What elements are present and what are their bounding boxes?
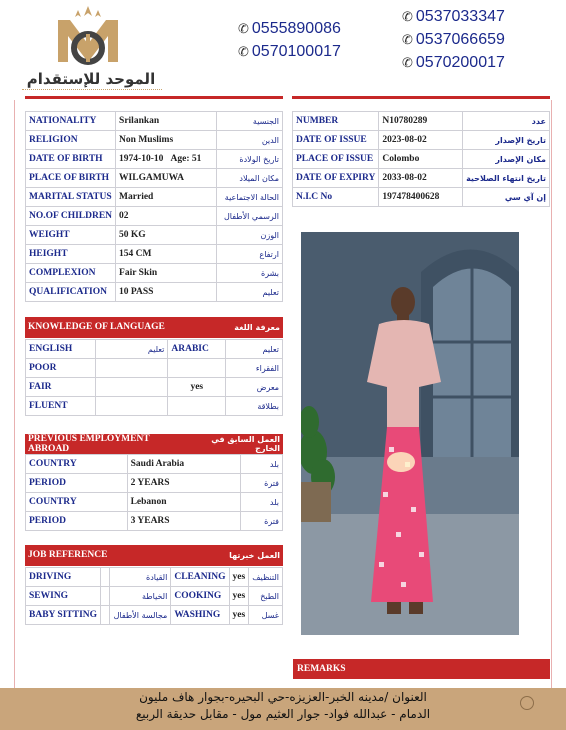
field-value: 02 [116,207,217,226]
field-label: PERIOD [26,512,128,531]
table-row [26,474,283,493]
table-row [26,340,283,359]
job-reference-section-header [25,545,283,565]
lang-english-header-ar: تعليم [95,340,168,359]
field-value: Married [116,188,217,207]
field-label: PERIOD [26,474,128,493]
field-label: PLACE OF ISSUE [293,150,379,169]
phone-icon: ✆ [238,44,249,59]
phone-icon: ✆ [402,32,413,47]
field-label-ar: تاريخ الولادة [216,150,282,169]
table-row [26,512,283,531]
phone-right-2[interactable] [402,31,505,49]
table-row [26,245,283,264]
lang-arabic-value [168,397,226,416]
skill-value [101,606,110,625]
field-value: 2033-08-02 [379,169,463,188]
brand-name: الموحد للإستقدام [26,70,156,88]
field-label-ar: بلد [241,455,283,474]
table-row [26,606,283,625]
table-row [26,493,283,512]
field-value: N10780289 [379,112,463,131]
table-row [26,112,283,131]
table-row [26,207,283,226]
table-row [26,359,283,378]
field-label-ar: الجنسية [216,112,282,131]
field-label-ar: تعليم [216,283,282,302]
field-label-ar: بشرة [216,264,282,283]
field-value: WILGAMUWA [116,169,217,188]
field-label: RELIGION [26,131,116,150]
section-underline [25,565,283,566]
skill-label: CLEANING [171,568,229,587]
field-label-ar: الحالة الاجتماعية [216,188,282,207]
table-row [26,150,283,169]
section-underline [25,337,283,338]
footer-address-line2: الدمام - عبدالله فواد- جوار العثيم مول - مقابل حديقة الربيع [135,707,431,721]
table-row [293,131,550,150]
skill-label: DRIVING [26,568,101,587]
skill-value: yes [229,568,249,587]
lang-level-label-ar: معرض [226,378,283,397]
field-value: 154 CM [116,245,217,264]
field-label: NUMBER [293,112,379,131]
field-value: Colombo [379,150,463,169]
table-row [26,169,283,188]
field-label: NO.OF CHILDREN [26,207,116,226]
field-label-ar: الدين [216,131,282,150]
table-row [293,112,550,131]
field-label-ar: فترة [241,474,283,493]
top-divider-left [25,96,283,99]
field-value: Fair Skin [116,264,217,283]
phone-number: 0537033347 [415,8,505,25]
phone-left-1[interactable] [238,20,341,38]
field-label: N.I.C No [293,188,379,207]
remarks-header [293,659,550,679]
field-label-ar: تاريخ الإصدار [463,131,550,150]
table-row [26,131,283,150]
table-row [26,568,283,587]
skill-label-ar: القيادة [109,568,171,587]
lang-arabic-value [168,359,226,378]
table-row [26,226,283,245]
skill-label: BABY SITTING [26,606,101,625]
field-value [116,150,217,169]
field-label-ar: بلد [241,493,283,512]
passport-details-table [292,111,550,207]
phone-right-3[interactable] [402,54,505,72]
lang-arabic-header: ARABIC [168,340,226,359]
skill-label-ar: غسل [249,606,283,625]
table-row [26,378,283,397]
phone-left-2[interactable] [238,43,341,61]
field-label: DATE OF ISSUE [293,131,379,150]
brand-underline [22,89,162,92]
lang-level-label-ar: الفقراء [226,359,283,378]
photo-illustration [301,232,519,635]
skill-label: WASHING [171,606,229,625]
field-label-ar: ارتفاع [216,245,282,264]
lang-arabic-value: yes [168,378,226,397]
dob-value: 1974-10-10 [119,154,164,164]
age-value: Age: 51 [170,154,202,164]
field-value: Saudi Arabia [127,455,241,474]
header [0,0,566,100]
phone-number: 0570200017 [415,54,505,71]
field-value: 50 KG [116,226,217,245]
lang-arabic-header-ar: تعليم [226,340,283,359]
phone-number: 0570100017 [251,43,341,60]
field-label: COUNTRY [26,455,128,474]
field-value: Srilankan [116,112,217,131]
lang-level-label: POOR [26,359,96,378]
field-label: NATIONALITY [26,112,116,131]
section-title-ar: معرفة اللغة [234,322,280,332]
field-label: HEIGHT [26,245,116,264]
page-border-right [551,100,552,688]
table-row [293,188,550,207]
lang-level-label: FLUENT [26,397,96,416]
section-title: KNOWLEDGE OF LANGUAGE [28,322,165,332]
skill-label-ar: الخياطة [109,587,171,606]
language-table [25,339,283,416]
field-label-ar: مكان الميلاد [216,169,282,188]
phone-icon: ✆ [238,21,249,36]
table-row [26,283,283,302]
field-label-ar: الرسمي الأطفال [216,207,282,226]
field-value: 3 YEARS [127,512,241,531]
table-row [293,150,550,169]
field-label-ar: الوزن [216,226,282,245]
field-label: DATE OF BIRTH [26,150,116,169]
phone-icon: ✆ [402,9,413,24]
field-label: DATE OF EXPIRY [293,169,379,188]
skill-value: yes [229,587,249,606]
field-value: Non Muslims [116,131,217,150]
footer-address-line1: العنوان /مدينه الخبر-العزيزه-حي البحيره-بجوار هاف مليون [139,690,427,704]
field-label-ar: عدد [463,112,550,131]
candidate-photo [301,232,519,635]
field-label: WEIGHT [26,226,116,245]
page-border-left [14,100,15,688]
lang-english-value [95,359,168,378]
employment-section-header [25,434,283,454]
section-title: PREVIOUS EMPLOYMENT ABROAD [28,434,150,454]
skill-label-ar: التنظيف [249,568,283,587]
field-value: Lebanon [127,493,241,512]
lang-level-label-ar: بطلاقة [226,397,283,416]
phone-right-1[interactable] [402,8,505,26]
lang-english-value [95,397,168,416]
company-logo [48,4,128,70]
field-label: COMPLEXION [26,264,116,283]
remarks-title: REMARKS [297,664,346,674]
job-reference-table [25,567,283,625]
language-section-header [25,317,283,337]
table-row [26,188,283,207]
field-label-ar: تاريخ انتهاء الصلاحية [463,169,550,188]
skill-value: yes [229,606,249,625]
field-value: 197478400628 [379,188,463,207]
skill-label-ar: الطبخ [249,587,283,606]
skill-value [101,587,110,606]
top-divider-right [292,96,550,99]
field-label-ar: فترة [241,512,283,531]
phone-number: 0537066659 [415,31,505,48]
skill-label-ar: مجالسة الأطفال [109,606,171,625]
field-label-ar: إن آي سي [463,188,550,207]
field-label: COUNTRY [26,493,128,512]
table-row [26,264,283,283]
section-title-ar: العمل السابق في الخارج [211,435,280,453]
field-label: QUALIFICATION [26,283,116,302]
personal-details-table [25,111,283,302]
skill-value [101,568,110,587]
table-row [293,169,550,188]
phone-number: 0555890086 [251,20,341,37]
field-label-ar: مكان الإصدار [463,150,550,169]
field-label: MARITAL STATUS [26,188,116,207]
employment-table [25,454,283,531]
section-title-ar: العمل خبرتها [229,550,280,560]
phone-icon: ✆ [402,55,413,70]
table-row [26,455,283,474]
lang-english-value [95,378,168,397]
skill-label: SEWING [26,587,101,606]
field-value: 2023-08-02 [379,131,463,150]
lang-english-header: ENGLISH [26,340,96,359]
field-value: 10 PASS [116,283,217,302]
field-value: 2 YEARS [127,474,241,493]
section-title: JOB REFERENCE [28,550,108,560]
lang-level-label: FAIR [26,378,96,397]
skill-label: COOKING [171,587,229,606]
field-label: PLACE OF BIRTH [26,169,116,188]
table-row [26,397,283,416]
table-row [26,587,283,606]
